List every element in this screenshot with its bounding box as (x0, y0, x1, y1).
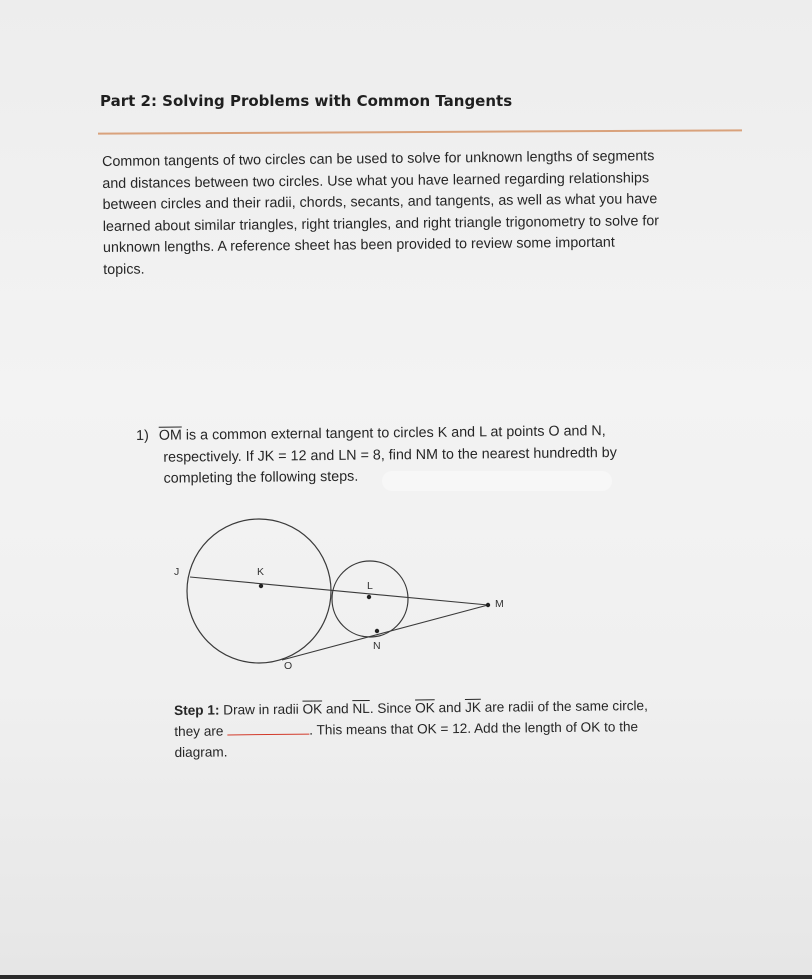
step-1-line-3: diagram. (174, 744, 228, 760)
segment-om: $\overline{OM}$ (158, 427, 182, 444)
intro-line: and distances between two circles. Use what you have learned regarding relationships (102, 169, 650, 192)
label-n: N (373, 640, 381, 652)
answer-blank[interactable] (227, 722, 309, 736)
point-k (259, 584, 263, 588)
segment-ok: $\overline{OK}$ (302, 701, 323, 717)
label-j: J (174, 566, 180, 578)
intro-line: unknown lengths. A reference sheet has been provided to review some important (102, 234, 615, 256)
step-text: and (322, 701, 353, 717)
segment-nl: $\overline{NL}$ (352, 700, 370, 717)
label-m: M (495, 598, 504, 610)
step-1-label: Step 1: (174, 702, 220, 718)
section-heading: Part 2: Solving Problems with Common Tangents (100, 92, 513, 110)
paper-glare (382, 471, 612, 491)
label-k: K (257, 566, 265, 578)
intro-line: between circles and their radii, chords, secants, and tangents, as well as what you have (102, 191, 658, 213)
step-text: are radii of the same circle, (480, 698, 648, 715)
intro-line: Common tangents of two circles can be used to solve for unknown lengths of segments (102, 148, 655, 170)
point-l (367, 595, 371, 599)
step-text: . This means that OK = 12. Add the length of OK to the (309, 719, 639, 738)
step-text: Draw in radii (219, 701, 303, 718)
label-l: L (367, 580, 373, 592)
tangent-om (282, 605, 488, 660)
intro-line: topics. (103, 261, 145, 278)
segment-jk: $\overline{JK}$ (464, 699, 481, 715)
heading-divider (98, 129, 742, 134)
segment-ok-2: $\overline{OK}$ (415, 700, 435, 716)
circle-l (332, 561, 408, 637)
circle-k (187, 519, 331, 663)
step-1 (174, 694, 735, 763)
tangent-circles-diagram (160, 500, 520, 680)
step-text: they are (174, 723, 228, 739)
step-text: . Since (369, 700, 416, 716)
problem-line-2: respectively. If JK = 12 and LN = 8, find NM to the nearest hundredth by (163, 444, 617, 466)
intro-paragraph (102, 145, 743, 281)
problem-text: is a common external tangent to circles K and L at points O and N, (181, 423, 606, 444)
label-o: O (284, 660, 293, 672)
problem-line-3: completing the following steps. (163, 468, 359, 487)
problem-number: 1) (136, 427, 149, 444)
point-m (486, 603, 490, 607)
point-n (375, 629, 379, 633)
step-text: and (434, 699, 466, 716)
intro-line: learned about similar triangles, right triangles, and right triangle trigonometry to solve for (102, 212, 660, 235)
line-jm (190, 577, 488, 605)
